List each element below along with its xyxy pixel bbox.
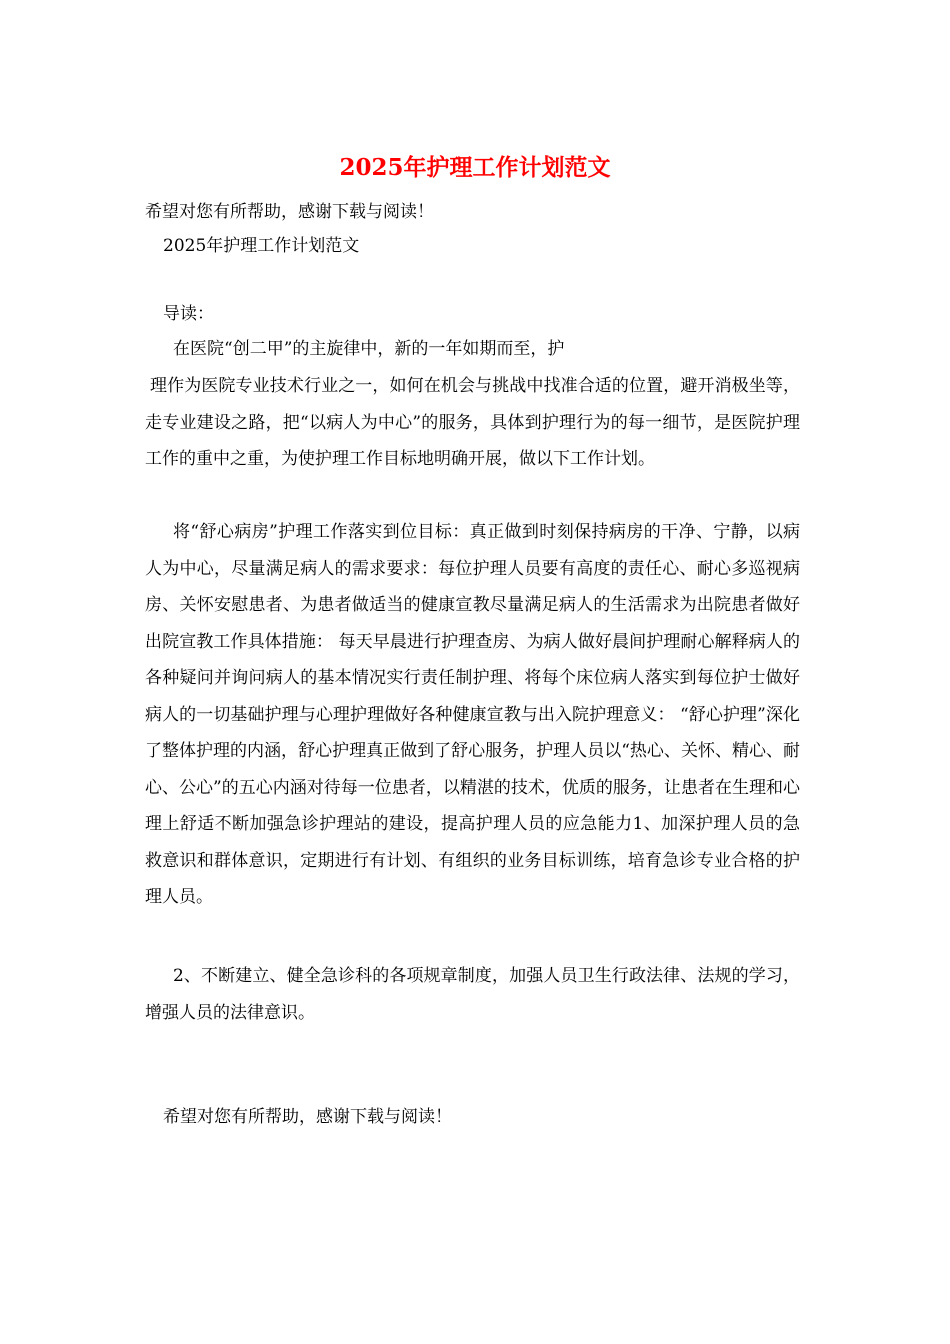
intro-paragraph: 理作为医院专业技术行业之一，如何在机会与挑战中找准合适的位置，避开消极坐等，走专业建设之路，把“以病人为中心”的服务，具体到护理行为的每一细节，是医院护理工作的重中之重，为使护理工作目标地明确开展，做以下工作计划。 — [145, 376, 800, 469]
greeting-top: 希望对您有所帮助，感谢下载与阅读！ — [145, 202, 434, 222]
intro-first-line: 在医院“创二甲”的主旋律中，新的一年如期而至，护 — [173, 339, 565, 359]
daodu-label: 导读： — [163, 304, 214, 324]
main-paragraph: 将“舒心病房”护理工作落实到位目标：真正做到时刻保持病房的干净、宁静，以病人为中心，尽量满足病人的需求要求：每位护理人员要有高度的责任心、耐心多巡视病房、关怀安慰患者、为患者做适当的健康宣教尽量满足病人的生活需求为出院患者做好出院宣教工作具体措施： 每天早晨进行护理查房、为病人做好晨间护理耐心解释病人的各种疑问并询问病人的基本情况实行责任制护理、将每个床位病人落实到每位护士做好病人的一切基础护理与心理护理做好各种健康宣教与出入院护理意义： “舒心护理”深化了整体护理的内涵，舒心护理真正做到了舒心服务，护理人员以“热心、关怀、精心、耐心、公心”的五心内涵对待每一位患者，以精湛的技术，优质的服务，让患者在生理和心理上舒适不断加强急诊护理站的建设，提高护理人员的应急能力1、加深护理人员的急救意识和群体意识，定期进行有计划、有组织的业务目标训练，培育急诊专业合格的护理人员。 — [145, 522, 800, 907]
greeting-bottom: 希望对您有所帮助，感谢下载与阅读！ — [163, 1107, 452, 1127]
item-2-paragraph: 2、不断建立、健全急诊科的各项规章制度，加强人员卫生行政法律、法规的学习，增强人员的法律意识。 — [145, 966, 800, 1023]
document-subtitle: 2025年护理工作计划范文 — [163, 236, 360, 256]
document-title: 2025年护理工作计划范文 — [339, 154, 611, 181]
